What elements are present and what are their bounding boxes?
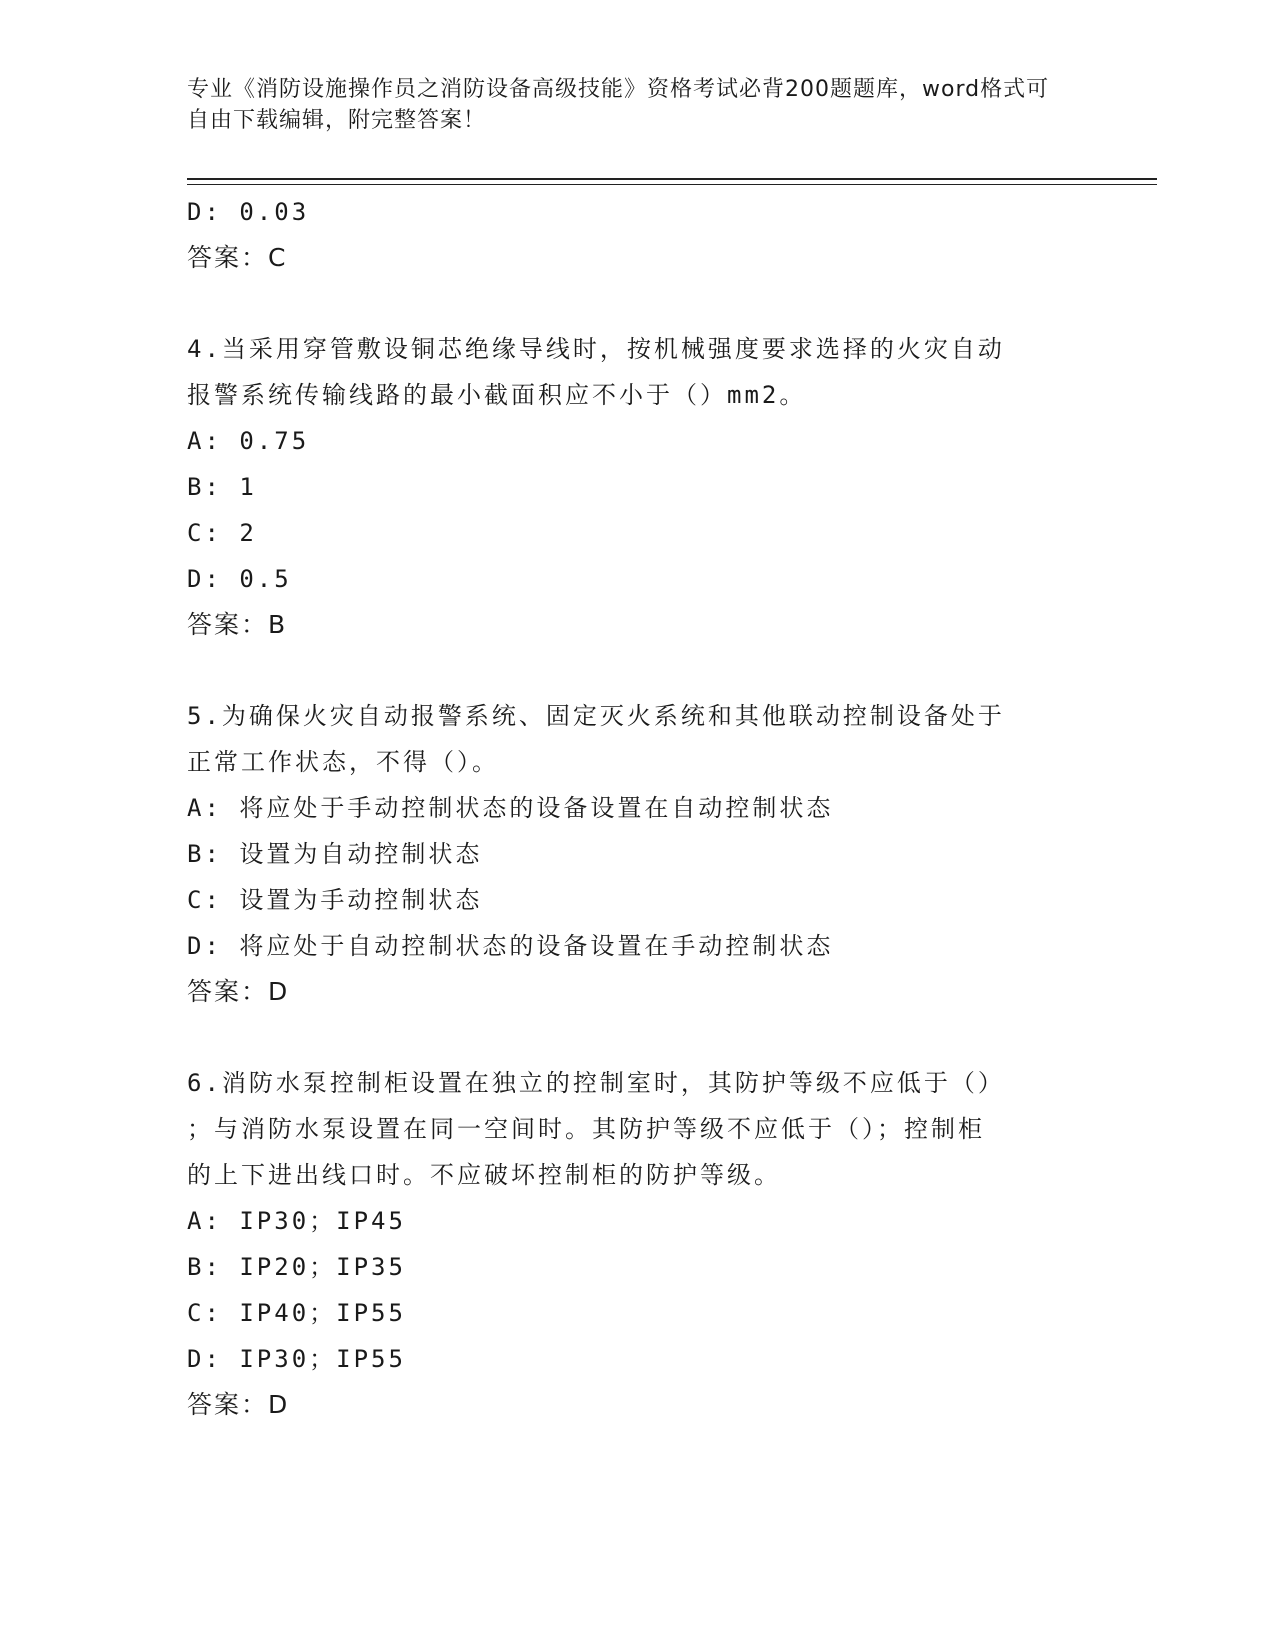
option-d-prev: D: 0.03 <box>187 198 310 226</box>
page-header: 专业《消防设施操作员之消防设备高级技能》资格考试必背200题题库，word格式可自由下载编辑，附完整答案！ <box>187 77 1050 133</box>
question-stem-line: 报警系统传输线路的最小截面积应不小于（）mm2。 <box>187 381 807 409</box>
question-5 <box>187 693 1087 1015</box>
option-d: D: IP30；IP55 <box>187 1345 406 1373</box>
question-4 <box>187 326 1087 648</box>
option-b: B: IP20；IP35 <box>187 1253 406 1281</box>
option-d: D: 将应处于自动控制状态的设备设置在手动控制状态 <box>187 932 834 960</box>
option-d: D: 0.5 <box>187 565 292 593</box>
option-a: A: IP30；IP45 <box>187 1207 406 1235</box>
question-6 <box>187 1060 1087 1428</box>
answer: 答案：B <box>187 610 288 639</box>
question-stem-line: ；与消防水泵设置在同一空间时。其防护等级不应低于（）；控制柜 <box>187 1115 985 1143</box>
question-stem-line: 4.当采用穿管敷设铜芯绝缘导线时，按机械强度要求选择的火灾自动 <box>187 335 1005 363</box>
option-c: C: 设置为手动控制状态 <box>187 886 483 914</box>
question-stem-line: 正常工作状态，不得（）。 <box>187 748 499 776</box>
question-content <box>187 189 1087 1428</box>
option-c: C: 2 <box>187 519 257 547</box>
option-a: A: 0.75 <box>187 427 310 455</box>
option-a: A: 将应处于手动控制状态的设备设置在自动控制状态 <box>187 794 834 822</box>
answer-prev: 答案：C <box>187 243 288 272</box>
answer: 答案：D <box>187 977 290 1006</box>
header-rule-thick <box>187 178 1157 180</box>
header-rule-thin <box>187 184 1157 185</box>
question-stem-line: 5.为确保火灾自动报警系统、固定灭火系统和其他联动控制设备处于 <box>187 702 1005 730</box>
answer: 答案：D <box>187 1390 290 1419</box>
option-c: C: IP40；IP55 <box>187 1299 406 1327</box>
option-b: B: 1 <box>187 473 257 501</box>
question-stem-line: 6.消防水泵控制柜设置在独立的控制室时，其防护等级不应低于（） <box>187 1069 1005 1097</box>
question-stem-line: 的上下进出线口时。不应破坏控制柜的防护等级。 <box>187 1161 781 1189</box>
option-b: B: 设置为自动控制状态 <box>187 840 483 868</box>
